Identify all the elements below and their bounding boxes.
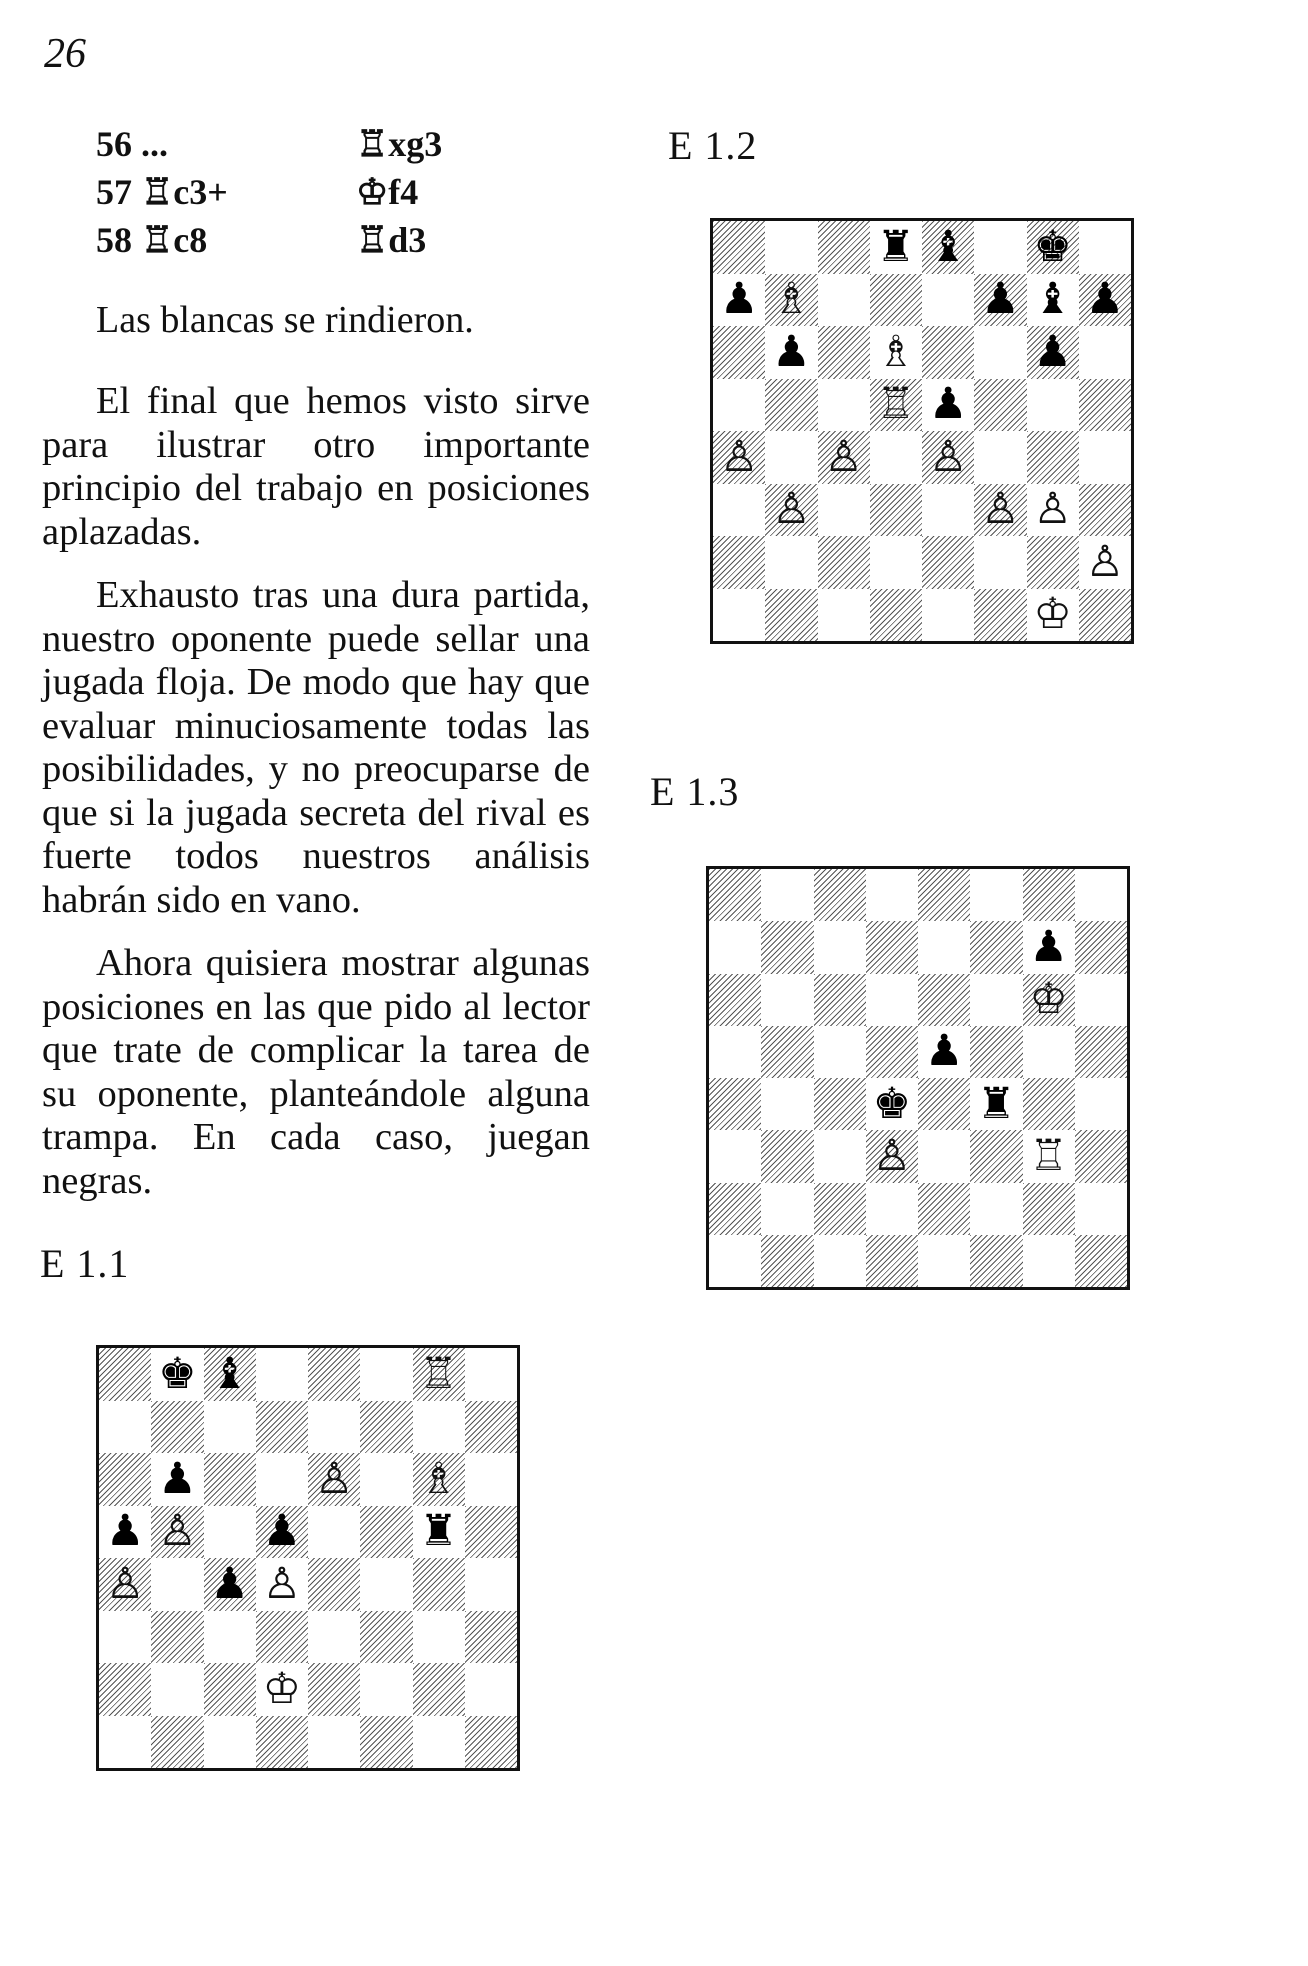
black-bishop-icon: ♝ — [1033, 274, 1072, 325]
white-pawn-icon: ♙ — [981, 484, 1020, 535]
square-a5 — [709, 1026, 761, 1078]
square-c7 — [204, 1401, 256, 1454]
square-d8 — [256, 1348, 308, 1401]
square-c8 — [814, 869, 866, 921]
square-c6 — [204, 1453, 256, 1506]
square-d3 — [870, 484, 922, 537]
black-pawn-icon: ♟ — [105, 1506, 145, 1557]
square-c5 — [204, 1506, 256, 1559]
square-c6 — [814, 974, 866, 1026]
square-e2 — [918, 1183, 970, 1235]
square-c2 — [814, 1183, 866, 1235]
white-pawn-icon: ♙ — [262, 1558, 302, 1609]
square-b5 — [765, 379, 817, 432]
square-e7 — [308, 1401, 360, 1454]
square-d1 — [256, 1716, 308, 1769]
square-c2 — [818, 536, 870, 589]
chess-board — [96, 1345, 520, 1771]
square-b2 — [151, 1663, 203, 1716]
black-rook-icon: ♜ — [876, 221, 916, 272]
move-black: ♖d3 — [356, 220, 427, 260]
black-king-icon: ♚ — [1033, 221, 1072, 272]
chess-board — [706, 866, 1130, 1290]
square-c8 — [818, 221, 870, 274]
square-h3 — [1079, 484, 1131, 537]
white-pawn-icon: ♙ — [1033, 484, 1072, 535]
black-rook-icon: ♜ — [419, 1506, 458, 1557]
square-g4 — [1023, 1078, 1075, 1130]
square-f6 — [970, 974, 1022, 1026]
square-e8 — [922, 221, 974, 274]
square-b7 — [151, 1401, 203, 1454]
square-g6 — [413, 1453, 465, 1506]
square-f3 — [360, 1611, 412, 1664]
square-f3 — [974, 484, 1026, 537]
white-rook-icon: ♖ — [876, 379, 916, 430]
square-g3 — [413, 1611, 465, 1664]
page-number: 26 — [44, 31, 86, 77]
square-b4 — [765, 431, 817, 484]
square-h4 — [465, 1558, 517, 1611]
square-h1 — [1079, 589, 1131, 642]
square-a1 — [99, 1716, 151, 1769]
square-g5 — [413, 1506, 465, 1559]
square-c4 — [818, 431, 870, 484]
square-d6 — [866, 974, 918, 1026]
square-d3 — [256, 1611, 308, 1664]
paragraph: Exhausto tras una dura partida, nuestro oponente puede sellar una jugada floja. De modo que hay que evaluar minuciosamente todas las posibilidades, y no preocuparse de que si la jugada secreta del rival es fuerte todos nuestros análisis habrán sido en vano. — [42, 574, 590, 921]
square-e7 — [922, 274, 974, 327]
square-d2 — [870, 536, 922, 589]
white-bishop-icon: ♗ — [419, 1453, 458, 1504]
square-h6 — [1079, 326, 1131, 379]
square-d1 — [870, 589, 922, 642]
square-f8 — [974, 221, 1026, 274]
white-pawn-icon: ♙ — [1085, 536, 1125, 587]
square-g2 — [1023, 1183, 1075, 1235]
move-list — [96, 120, 556, 264]
square-g3 — [1027, 484, 1079, 537]
square-a7 — [713, 274, 765, 327]
square-h2 — [1075, 1183, 1127, 1235]
square-g5 — [1027, 379, 1079, 432]
white-pawn-icon: ♙ — [872, 1130, 912, 1181]
square-b6 — [151, 1453, 203, 1506]
square-g8 — [413, 1348, 465, 1401]
square-d4 — [870, 431, 922, 484]
square-f8 — [360, 1348, 412, 1401]
square-f2 — [970, 1183, 1022, 1235]
square-e1 — [922, 589, 974, 642]
square-a7 — [709, 921, 761, 973]
board-grid — [99, 1348, 517, 1768]
square-a1 — [713, 589, 765, 642]
square-b2 — [765, 536, 817, 589]
square-a4 — [99, 1558, 151, 1611]
square-f1 — [974, 589, 1026, 642]
square-b3 — [151, 1611, 203, 1664]
black-pawn-icon: ♟ — [1085, 274, 1125, 325]
square-f7 — [360, 1401, 412, 1454]
square-a1 — [709, 1235, 761, 1287]
diagram-label: E 1.1 — [40, 1241, 130, 1286]
square-h7 — [465, 1401, 517, 1454]
diagram-label: E 1.2 — [668, 123, 758, 168]
move-row — [96, 120, 556, 168]
chess-board — [710, 218, 1134, 644]
square-h4 — [1075, 1078, 1127, 1130]
diagram-label: E 1.3 — [650, 769, 740, 814]
square-d7 — [870, 274, 922, 327]
square-a8 — [709, 869, 761, 921]
square-f5 — [974, 379, 1026, 432]
square-b8 — [765, 221, 817, 274]
white-pawn-icon: ♙ — [719, 431, 759, 482]
square-f2 — [974, 536, 1026, 589]
black-bishop-icon: ♝ — [928, 221, 968, 272]
square-e8 — [918, 869, 970, 921]
square-g1 — [1027, 589, 1079, 642]
square-c3 — [204, 1611, 256, 1664]
black-pawn-icon: ♟ — [928, 379, 968, 430]
square-a2 — [99, 1663, 151, 1716]
square-a2 — [709, 1183, 761, 1235]
square-d6 — [870, 326, 922, 379]
white-bishop-icon: ♗ — [772, 274, 811, 325]
black-pawn-icon: ♟ — [210, 1558, 249, 1609]
square-f6 — [974, 326, 1026, 379]
square-a6 — [713, 326, 765, 379]
square-b2 — [761, 1183, 813, 1235]
black-rook-icon: ♜ — [977, 1078, 1016, 1129]
square-g1 — [1023, 1235, 1075, 1287]
body-text — [42, 380, 590, 1223]
square-d8 — [870, 221, 922, 274]
square-g6 — [1027, 326, 1079, 379]
black-pawn-icon: ♟ — [772, 326, 811, 377]
square-g4 — [1027, 431, 1079, 484]
square-f3 — [970, 1130, 1022, 1182]
square-d7 — [256, 1401, 308, 1454]
square-e5 — [922, 379, 974, 432]
square-h8 — [465, 1348, 517, 1401]
resignation-text: Las blancas se rindieron. — [96, 299, 474, 341]
square-h4 — [1079, 431, 1131, 484]
square-c7 — [814, 921, 866, 973]
square-f6 — [360, 1453, 412, 1506]
square-a4 — [713, 431, 765, 484]
square-a6 — [99, 1453, 151, 1506]
square-g6 — [1023, 974, 1075, 1026]
move-black: ♔f4 — [356, 172, 419, 212]
square-g7 — [413, 1401, 465, 1454]
square-b5 — [761, 1026, 813, 1078]
square-d6 — [256, 1453, 308, 1506]
square-g5 — [1023, 1026, 1075, 1078]
square-b8 — [151, 1348, 203, 1401]
square-e7 — [918, 921, 970, 973]
white-pawn-icon: ♙ — [314, 1453, 354, 1504]
square-b6 — [761, 974, 813, 1026]
move-black: ♖xg3 — [356, 124, 443, 164]
square-g2 — [1027, 536, 1079, 589]
square-c6 — [818, 326, 870, 379]
square-e2 — [308, 1663, 360, 1716]
square-h5 — [465, 1506, 517, 1559]
square-g7 — [1023, 921, 1075, 973]
square-h6 — [465, 1453, 517, 1506]
square-e5 — [308, 1506, 360, 1559]
square-d7 — [866, 921, 918, 973]
square-c1 — [818, 589, 870, 642]
square-b5 — [151, 1506, 203, 1559]
square-h8 — [1075, 869, 1127, 921]
square-a5 — [713, 379, 765, 432]
square-f2 — [360, 1663, 412, 1716]
square-a5 — [99, 1506, 151, 1559]
square-c5 — [814, 1026, 866, 1078]
square-f4 — [974, 431, 1026, 484]
square-a8 — [713, 221, 765, 274]
square-f7 — [974, 274, 1026, 327]
square-c4 — [814, 1078, 866, 1130]
square-h2 — [1079, 536, 1131, 589]
square-e1 — [308, 1716, 360, 1769]
square-d2 — [256, 1663, 308, 1716]
square-d5 — [870, 379, 922, 432]
square-e6 — [922, 326, 974, 379]
square-e8 — [308, 1348, 360, 1401]
board-grid — [709, 869, 1127, 1287]
square-a4 — [709, 1078, 761, 1130]
square-d5 — [256, 1506, 308, 1559]
square-b4 — [151, 1558, 203, 1611]
square-d8 — [866, 869, 918, 921]
square-e3 — [918, 1130, 970, 1182]
square-b1 — [765, 589, 817, 642]
square-h5 — [1075, 1026, 1127, 1078]
square-d3 — [866, 1130, 918, 1182]
square-d5 — [866, 1026, 918, 1078]
white-king-icon: ♔ — [1033, 589, 1072, 640]
square-a2 — [713, 536, 765, 589]
white-bishop-icon: ♗ — [876, 326, 916, 377]
black-pawn-icon: ♟ — [924, 1026, 964, 1077]
square-b7 — [765, 274, 817, 327]
square-h7 — [1079, 274, 1131, 327]
square-b1 — [151, 1716, 203, 1769]
square-f1 — [970, 1235, 1022, 1287]
square-f5 — [970, 1026, 1022, 1078]
square-g7 — [1027, 274, 1079, 327]
square-g2 — [413, 1663, 465, 1716]
square-e3 — [308, 1611, 360, 1664]
square-b4 — [761, 1078, 813, 1130]
square-e2 — [922, 536, 974, 589]
square-c5 — [818, 379, 870, 432]
white-rook-icon: ♖ — [419, 1348, 458, 1399]
black-bishop-icon: ♝ — [210, 1348, 249, 1399]
square-e1 — [918, 1235, 970, 1287]
square-c3 — [814, 1130, 866, 1182]
move-white: 56 ... — [96, 124, 168, 164]
square-c7 — [818, 274, 870, 327]
square-a3 — [713, 484, 765, 537]
square-c8 — [204, 1348, 256, 1401]
square-a8 — [99, 1348, 151, 1401]
square-e6 — [308, 1453, 360, 1506]
move-row — [96, 216, 556, 264]
square-c1 — [814, 1235, 866, 1287]
square-h5 — [1079, 379, 1131, 432]
square-b7 — [761, 921, 813, 973]
black-pawn-icon: ♟ — [719, 274, 759, 325]
square-b8 — [761, 869, 813, 921]
square-g4 — [413, 1558, 465, 1611]
black-pawn-icon: ♟ — [981, 274, 1020, 325]
black-king-icon: ♚ — [158, 1348, 197, 1399]
square-d2 — [866, 1183, 918, 1235]
square-a6 — [709, 974, 761, 1026]
white-pawn-icon: ♙ — [105, 1558, 145, 1609]
square-e4 — [922, 431, 974, 484]
move-white: 58 ♖c8 — [96, 220, 208, 260]
board-grid — [713, 221, 1131, 641]
square-b3 — [761, 1130, 813, 1182]
square-h8 — [1079, 221, 1131, 274]
square-f4 — [970, 1078, 1022, 1130]
square-h1 — [1075, 1235, 1127, 1287]
square-c3 — [818, 484, 870, 537]
square-g8 — [1023, 869, 1075, 921]
white-king-icon: ♔ — [1029, 974, 1068, 1025]
square-g3 — [1023, 1130, 1075, 1182]
square-a3 — [99, 1611, 151, 1664]
square-h6 — [1075, 974, 1127, 1026]
white-king-icon: ♔ — [262, 1663, 302, 1714]
square-h3 — [1075, 1130, 1127, 1182]
square-f5 — [360, 1506, 412, 1559]
black-pawn-icon: ♟ — [1033, 326, 1072, 377]
square-e4 — [918, 1078, 970, 1130]
paragraph: El final que hemos visto sirve para ilustrar otro importante principio del trabajo en posiciones aplazadas. — [42, 380, 590, 553]
square-c4 — [204, 1558, 256, 1611]
square-f8 — [970, 869, 1022, 921]
paragraph: Ahora quisiera mostrar algunas posiciones en las que pido al lector que trate de complicar la tarea de su oponente, planteándole alguna trampa. En cada caso, juegan negras. — [42, 942, 590, 1202]
square-d4 — [256, 1558, 308, 1611]
black-pawn-icon: ♟ — [262, 1506, 302, 1557]
square-e4 — [308, 1558, 360, 1611]
square-h3 — [465, 1611, 517, 1664]
square-h7 — [1075, 921, 1127, 973]
white-pawn-icon: ♙ — [928, 431, 968, 482]
square-a3 — [709, 1130, 761, 1182]
move-row — [96, 168, 556, 216]
square-d1 — [866, 1235, 918, 1287]
square-f7 — [970, 921, 1022, 973]
square-b1 — [761, 1235, 813, 1287]
black-pawn-icon: ♟ — [1029, 921, 1068, 972]
square-b3 — [765, 484, 817, 537]
white-pawn-icon: ♙ — [824, 431, 863, 482]
square-b6 — [765, 326, 817, 379]
square-d4 — [866, 1078, 918, 1130]
square-c2 — [204, 1663, 256, 1716]
white-pawn-icon: ♙ — [772, 484, 811, 535]
move-white: 57 ♖c3+ — [96, 172, 228, 212]
square-e5 — [918, 1026, 970, 1078]
square-g1 — [413, 1716, 465, 1769]
square-a7 — [99, 1401, 151, 1454]
black-pawn-icon: ♟ — [158, 1453, 197, 1504]
black-king-icon: ♚ — [872, 1078, 912, 1129]
white-rook-icon: ♖ — [1029, 1130, 1068, 1181]
square-e3 — [922, 484, 974, 537]
square-e6 — [918, 974, 970, 1026]
square-h2 — [465, 1663, 517, 1716]
square-c1 — [204, 1716, 256, 1769]
square-g8 — [1027, 221, 1079, 274]
square-h1 — [465, 1716, 517, 1769]
square-f1 — [360, 1716, 412, 1769]
square-f4 — [360, 1558, 412, 1611]
white-pawn-icon: ♙ — [158, 1506, 197, 1557]
